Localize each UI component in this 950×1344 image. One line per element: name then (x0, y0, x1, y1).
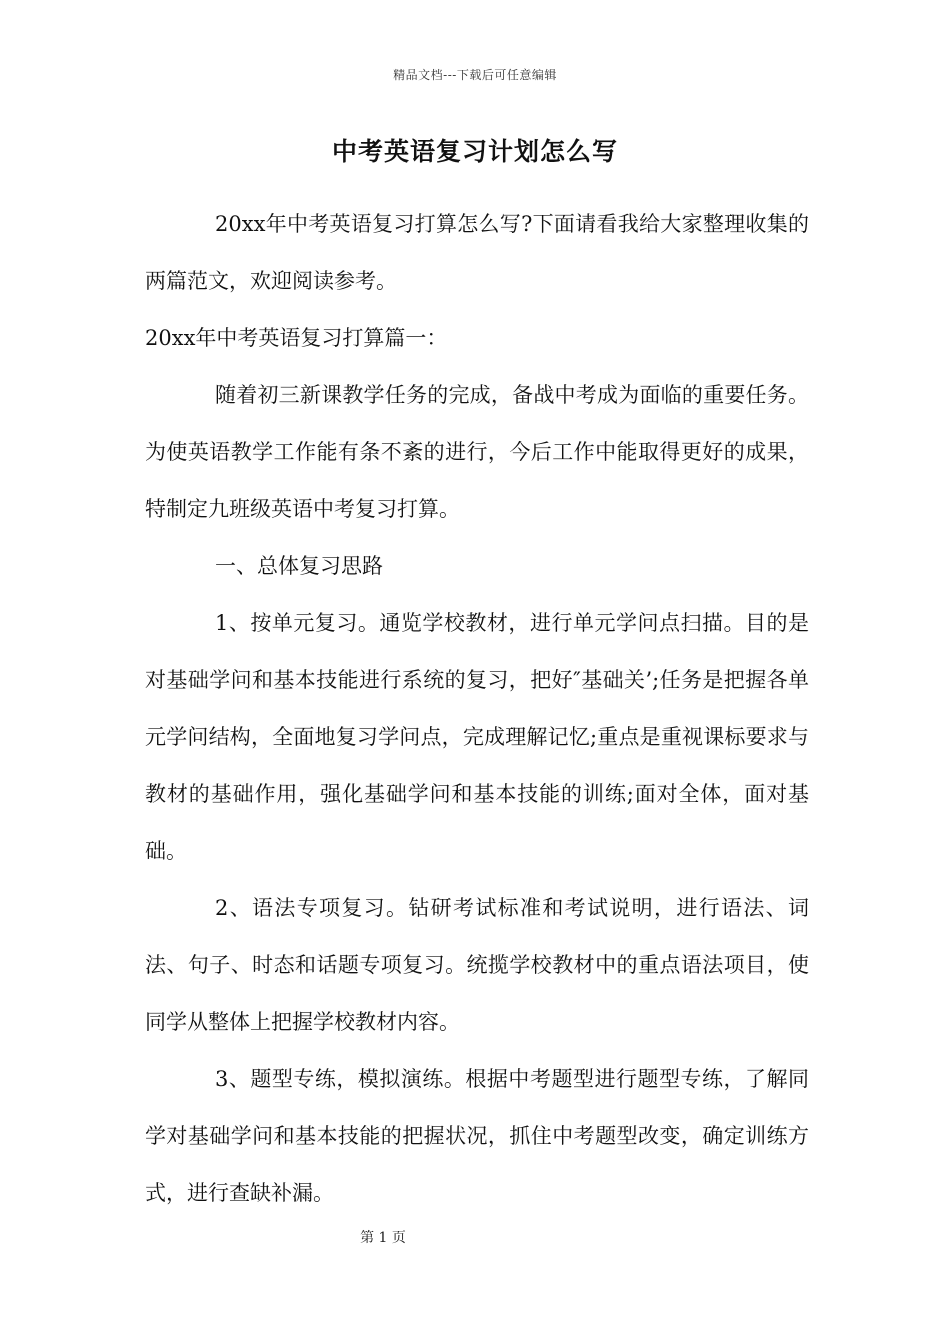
section-heading: 20xx年中考英语复习打算篇一： (145, 326, 448, 350)
subsection-heading: 一、总体复习思路 (215, 554, 383, 578)
list-item-2: 2、语法专项复习。钻研考试标准和考试说明，进行语法、词法、句子、时态和话题专项复习。统揽学校教材中的重点语法项目，使同学从整体上把握学校教材内容。 (145, 896, 809, 1034)
page-number: 第 1 页 (360, 1230, 406, 1246)
list-item-1: 1、按单元复习。通览学校教材，进行单元学问点扫描。目的是对基础学问和基本技能进行系统的复习，把好″基础关’;任务是把握各单元学问结构，全面地复习学问点，完成理解记忆;重点是重视课标要求与教材的基础作用，强化基础学问和基本技能的训练;面对全体，面对基础。 (145, 611, 809, 863)
intro-paragraph: 20xx年中考英语复习打算怎么写?下面请看我给大家整理收集的两篇范文，欢迎阅读参考。 (145, 212, 809, 293)
page-header: 精品文档---下载后可任意编辑 (393, 68, 557, 82)
body-paragraph: 随着初三新课教学任务的完成，备战中考成为面临的重要任务。为使英语教学工作能有条不紊的进行，今后工作中能取得更好的成果，特制定九班级英语中考复习打算。 (145, 383, 809, 521)
document-body (145, 196, 809, 1222)
list-item-3: 3、题型专练，模拟演练。根据中考题型进行题型专练，了解同学对基础学问和基本技能的把握状况，抓住中考题型改变，确定训练方式，进行查缺补漏。 (145, 1067, 809, 1205)
document-title: 中考英语复习计划怎么写 (331, 137, 618, 166)
